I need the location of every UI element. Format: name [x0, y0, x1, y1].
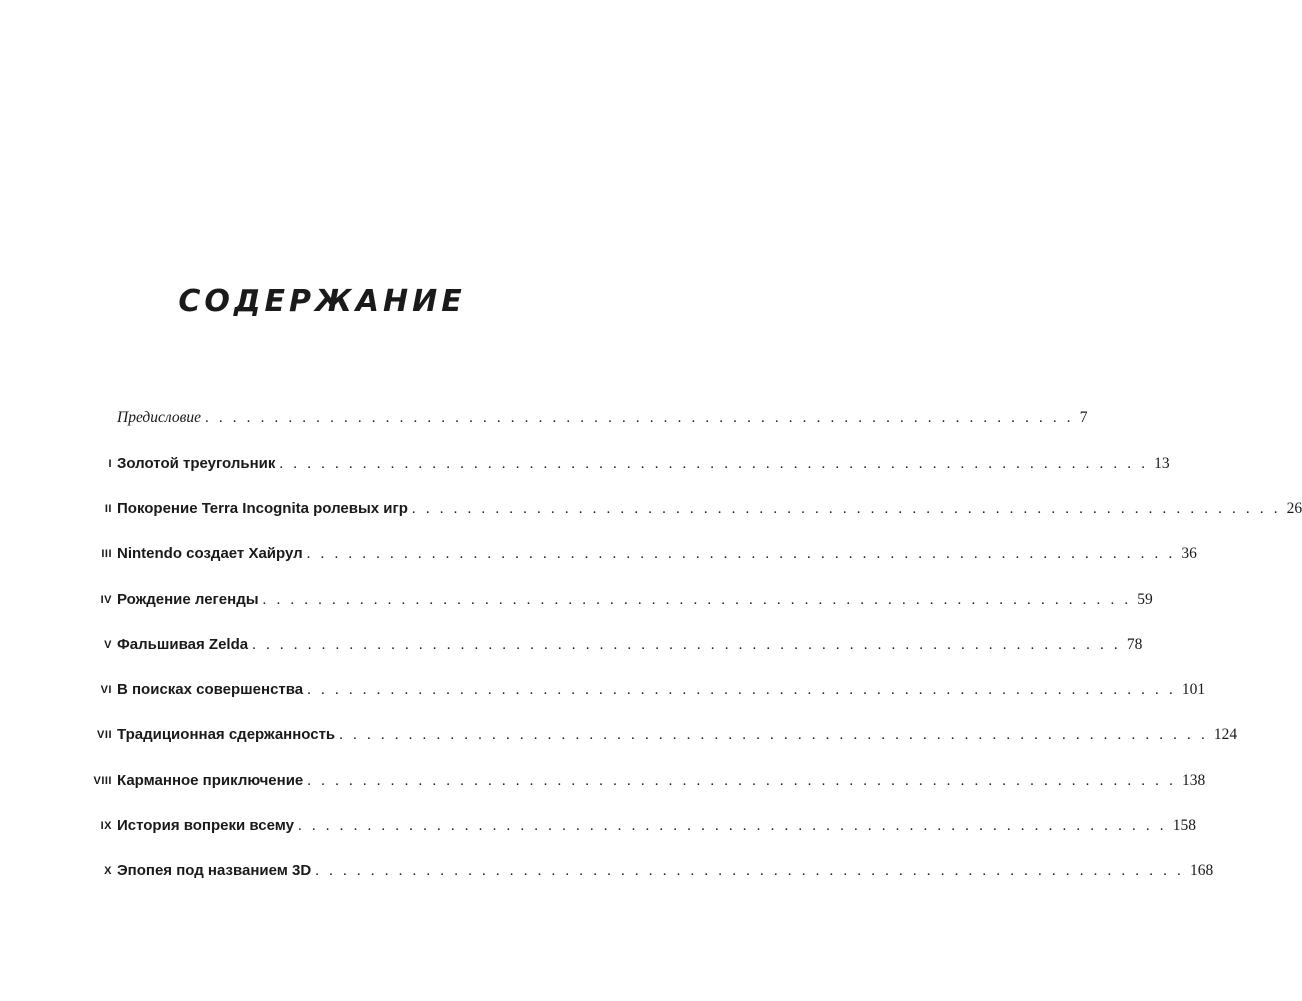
toc-entry-chapter-3: [0, 542, 1197, 566]
toc-leader-line: [117, 633, 1143, 657]
toc-leader-line: [117, 723, 1238, 747]
chapter-numeral: VI: [100, 684, 112, 696]
page-number: 158: [1172, 817, 1196, 834]
page-number: 26: [1286, 500, 1302, 517]
dot-leader: . . . . . . . . . . . . . . . . . . . . . . . . . . . . . . . . . . . . . . . . . . . . . . . . . . . . . . . . . . . . . . .: [339, 727, 1208, 743]
page-number: 168: [1189, 862, 1214, 879]
chapter-title: Золотой треугольник: [117, 455, 276, 472]
chapter-numeral: III: [101, 548, 112, 560]
chapter-numeral: V: [104, 639, 112, 651]
dot-leader: . . . . . . . . . . . . . . . . . . . . . . . . . . . . . . . . . . . . . . . . . . . . . . . . . . . . . . . . . . . . . . .: [252, 637, 1121, 653]
toc-leader-line: [117, 452, 1170, 476]
chapter-numeral: II: [104, 503, 112, 515]
toc-leader-line: [117, 497, 1302, 521]
chapter-numeral: IX: [100, 820, 112, 832]
chapter-numeral: I: [108, 458, 112, 470]
dot-leader: . . . . . . . . . . . . . . . . . . . . . . . . . . . . . . . . . . . . . . . . . . . . . . . . . . . . . . . . . . . . . . .: [307, 682, 1176, 698]
dot-leader: . . . . . . . . . . . . . . . . . . . . . . . . . . . . . . . . . . . . . . . . . . . . . . . . . . . . . . . . . . . . . . .: [297, 818, 1167, 834]
chapter-numeral: VII: [97, 729, 112, 741]
dot-leader: . . . . . . . . . . . . . . . . . . . . . . . . . . . . . . . . . . . . . . . . . . . . . . . . . . . . . . . . . . . . . . .: [315, 863, 1184, 879]
chapter-numeral: X: [104, 865, 112, 877]
toc-leader-line: [117, 769, 1206, 793]
toc-leader-line: [117, 588, 1153, 612]
page-number: 78: [1126, 636, 1143, 653]
chapter-title: В поисках совершенства: [117, 681, 304, 698]
toc-entry-chapter-7: [0, 723, 1238, 747]
page-number: 59: [1137, 591, 1153, 608]
dot-leader: . . . . . . . . . . . . . . . . . . . . . . . . . . . . . . . . . . . . . . . . . . . . . . . . . . . . . . . . . . . . . . .: [411, 501, 1281, 517]
toc-entry-chapter-9: [0, 814, 1196, 838]
dot-leader: . . . . . . . . . . . . . . . . . . . . . . . . . . . . . . . . . . . . . . . . . . . . . . . . . . . . . . . . . . . . . . .: [204, 410, 1074, 426]
page-title: СОДЕРЖАНИЕ: [178, 284, 466, 319]
toc-entry-chapter-10: [0, 859, 1214, 883]
page-number: 138: [1182, 772, 1206, 789]
chapter-numeral: IV: [100, 594, 112, 606]
page-number: 124: [1213, 726, 1238, 743]
toc-entry-chapter-6: [0, 678, 1206, 702]
toc-leader-line: [117, 859, 1214, 883]
toc-entry-chapter-2: [0, 497, 1302, 521]
chapter-numeral: [62, 406, 112, 430]
chapter-title: Рождение легенды: [117, 591, 259, 608]
chapter-title: История вопреки всему: [117, 817, 294, 834]
page-number: 7: [1079, 409, 1088, 426]
dot-leader: . . . . . . . . . . . . . . . . . . . . . . . . . . . . . . . . . . . . . . . . . . . . . . . . . . . . . . . . . . . . . . .: [307, 773, 1177, 789]
chapter-title: Nintendo создает Хайрул: [117, 545, 303, 562]
chapter-title: Фальшивая Zelda: [117, 636, 249, 653]
chapter-title: Эпопея под названием 3D: [117, 862, 312, 879]
chapter-numeral: VIII: [93, 775, 112, 787]
toc-entry-chapter-4: [0, 588, 1153, 612]
dot-leader: . . . . . . . . . . . . . . . . . . . . . . . . . . . . . . . . . . . . . . . . . . . . . . . . . . . . . . . . . . . . . . .: [306, 546, 1176, 562]
chapter-title: Предисловие: [117, 409, 201, 426]
toc-leader-line: [117, 678, 1206, 702]
page-number: 36: [1181, 545, 1197, 562]
dot-leader: . . . . . . . . . . . . . . . . . . . . . . . . . . . . . . . . . . . . . . . . . . . . . . . . . . . . . . . . . . . . . . .: [279, 456, 1149, 472]
chapter-title: Покорение Terra Incognita ролевых игр: [117, 500, 408, 517]
toc-entry-preface: [0, 406, 1088, 430]
toc-entry-chapter-1: [0, 452, 1170, 476]
toc-leader-line: [117, 406, 1088, 430]
dot-leader: . . . . . . . . . . . . . . . . . . . . . . . . . . . . . . . . . . . . . . . . . . . . . . . . . . . . . . . . . . . . . . .: [262, 592, 1132, 608]
chapter-title: Традиционная сдержанность: [117, 726, 336, 743]
page-number: 13: [1154, 455, 1170, 472]
toc-entry-chapter-8: [0, 769, 1206, 793]
chapter-title: Карманное приключение: [117, 772, 304, 789]
toc-entry-chapter-5: [0, 633, 1143, 657]
toc-leader-line: [117, 814, 1196, 838]
toc-leader-line: [117, 542, 1197, 566]
page-number: 101: [1181, 681, 1206, 698]
